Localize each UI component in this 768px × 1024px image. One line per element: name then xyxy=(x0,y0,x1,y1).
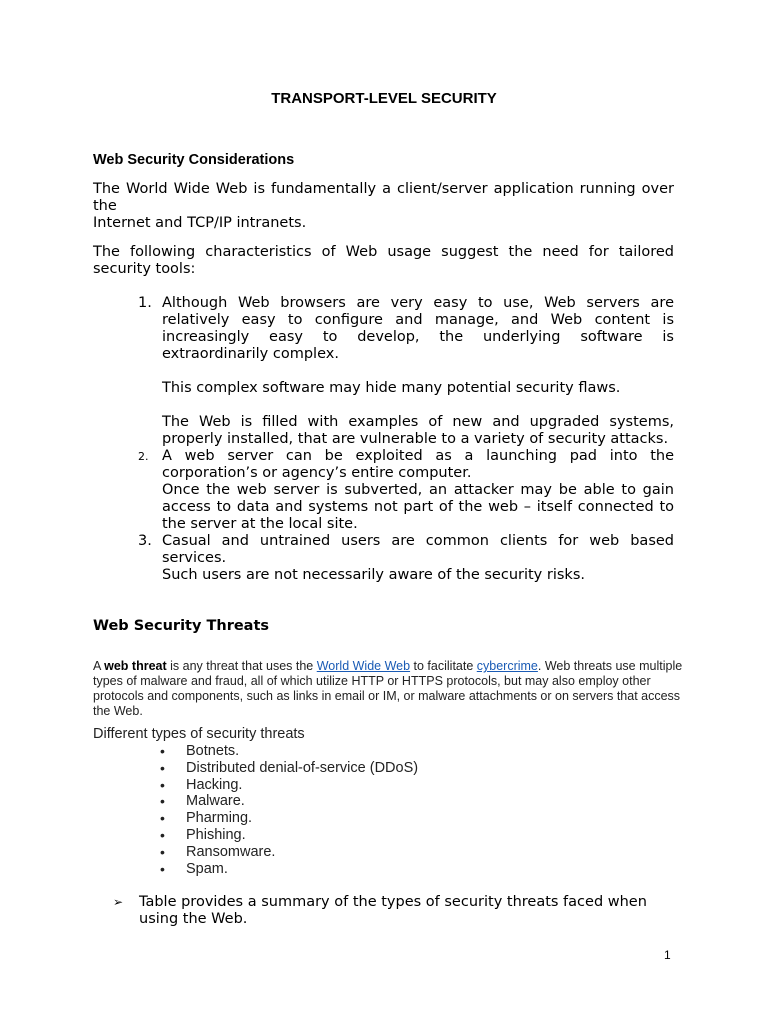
link-cybercrime[interactable]: cybercrime xyxy=(476,659,538,673)
list-marker: 1. xyxy=(138,295,152,311)
bullet-icon: • xyxy=(160,776,165,793)
list-item xyxy=(138,295,674,448)
bullet-icon: • xyxy=(160,843,165,860)
threat-types-list xyxy=(160,743,418,877)
list-item-text: Casual and untrained users are common clients for web based services. xyxy=(162,533,674,566)
list-item-text: Distributed denial-of-service (DDoS) xyxy=(186,759,419,776)
bullet-icon: • xyxy=(160,743,165,759)
list-item xyxy=(160,827,418,844)
list-item-text: Phishing. xyxy=(186,826,246,843)
summary-note xyxy=(113,894,673,928)
bullet-icon: • xyxy=(160,860,165,877)
paragraph-intro xyxy=(93,181,674,232)
list-marker: 2. xyxy=(138,450,149,463)
bullet-icon: • xyxy=(160,759,165,776)
threat-types-label: Different types of security threats xyxy=(93,726,305,742)
text-run: to facilitate xyxy=(410,659,477,673)
paragraph-web-threat-definition xyxy=(93,659,683,719)
bullet-icon: • xyxy=(160,793,165,810)
bullet-icon: • xyxy=(160,826,165,843)
page-number: 1 xyxy=(664,948,671,962)
list-item xyxy=(160,844,418,861)
list-item xyxy=(160,793,418,810)
list-item-text: Botnets. xyxy=(186,743,240,759)
list-item-text: Although Web browsers are very easy to use, Web servers are relatively easy to configure and manage, and Web content is increasingly easy to develop, the underlying software is extraordinarily complex. xyxy=(162,295,674,362)
arrow-bullet-icon: ➢ xyxy=(113,895,124,909)
bullet-icon: • xyxy=(160,810,165,827)
list-item-text: This complex software may hide many potential security flaws. xyxy=(162,380,621,396)
list-item xyxy=(160,777,418,794)
list-item-text: Once the web server is subverted, an attacker may be able to gain access to data and systems not part of the web – itself connected to the server at the local site. xyxy=(162,482,674,532)
paragraph-characteristics: The following characteristics of Web usage suggest the need for tailored security tools: xyxy=(93,244,674,277)
list-item xyxy=(160,810,418,827)
text-run: is any threat that uses the xyxy=(166,659,317,673)
text-run: . Web threats use multiple types of malware and fraud, all of which utilize HTTP or HTTPS protocols, but may also employ other protocols and components, such as links in email or IM, or malware attachments or on servers that access the Web. xyxy=(93,659,683,718)
list-item-text: Ransomware. xyxy=(186,843,276,860)
list-item-text: Hacking. xyxy=(186,776,243,793)
heading-web-security-considerations: Web Security Considerations xyxy=(93,152,295,168)
link-world-wide-web[interactable]: World Wide Web xyxy=(316,659,411,673)
list-item xyxy=(160,861,418,878)
list-item-text: The Web is filled with examples of new and upgraded systems, properly installed, that are vulnerable to a variety of security attacks. xyxy=(162,414,674,447)
heading-web-security-threats: Web Security Threats xyxy=(93,618,270,634)
list-item xyxy=(138,448,674,533)
paragraph-intro-line1: The World Wide Web is fundamentally a client/server application running over the xyxy=(93,181,674,214)
list-item xyxy=(160,760,418,777)
document-title: TRANSPORT-LEVEL SECURITY xyxy=(271,90,497,107)
list-item-text: Spam. xyxy=(186,860,228,877)
summary-text: Table provides a summary of the types of security threats faced when using the Web. xyxy=(139,894,647,927)
list-item-text: Such users are not necessarily aware of the security risks. xyxy=(162,567,585,583)
list-marker: 3. xyxy=(138,533,152,549)
text-run: A xyxy=(93,659,105,673)
characteristics-list xyxy=(138,295,674,584)
list-item xyxy=(160,743,418,760)
paragraph-intro-line2: Internet and TCP/IP intranets. xyxy=(93,215,307,231)
list-item-text: Malware. xyxy=(186,793,245,810)
list-item-text: Pharming. xyxy=(186,810,253,827)
list-item-text: A web server can be exploited as a launching pad into the corporation’s or agency’s entire computer. xyxy=(162,448,674,481)
bold-term-web-threat: web threat xyxy=(104,659,167,673)
list-item xyxy=(138,533,674,584)
